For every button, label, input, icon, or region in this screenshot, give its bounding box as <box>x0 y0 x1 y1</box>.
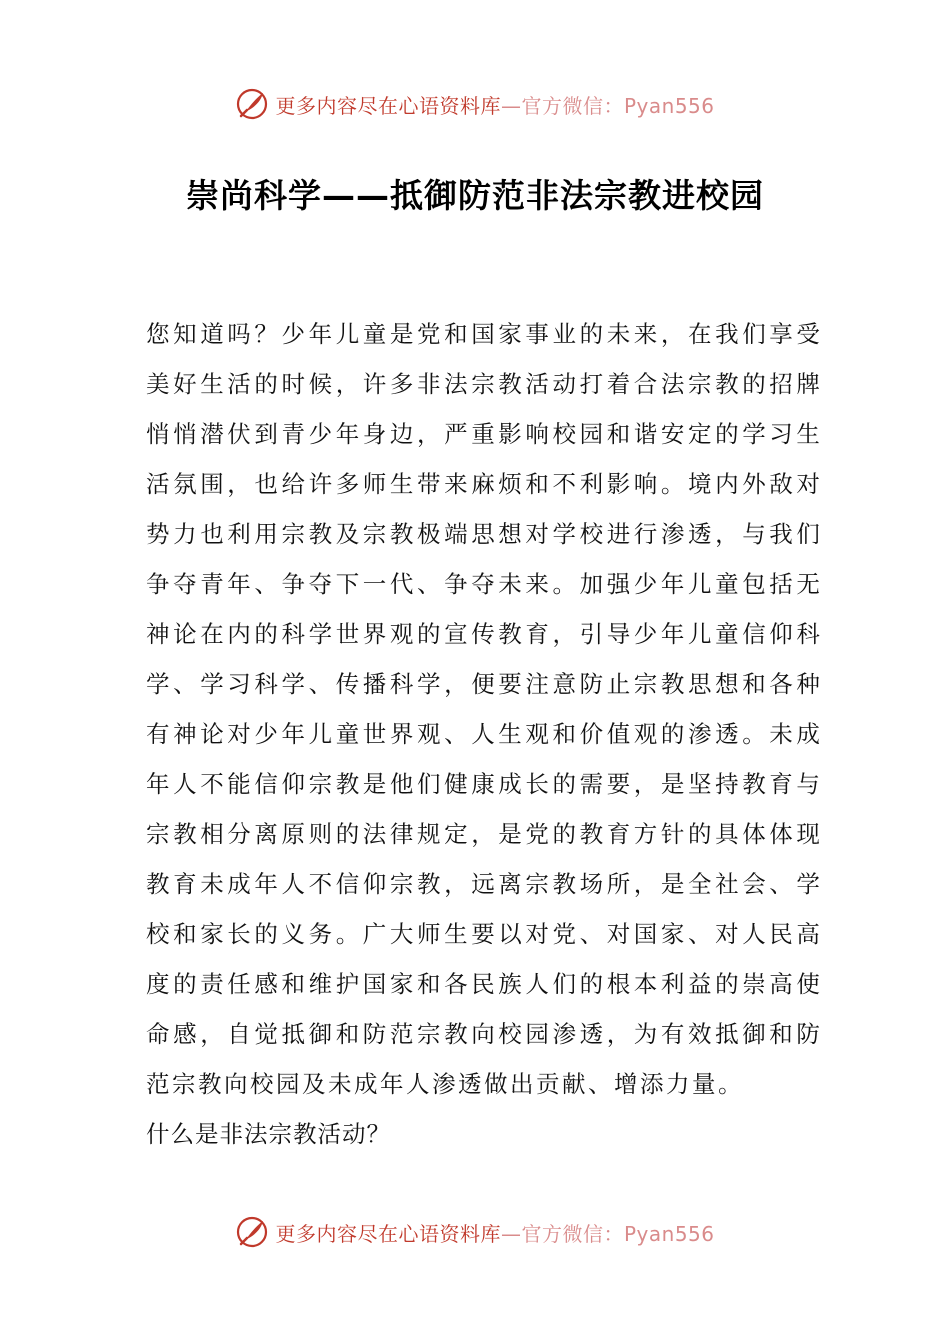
body-line: 宗教相分离原则的法律规定，是党的教育方针的具体体现 <box>146 820 824 848</box>
body-line: 学、学习科学、传播科学，便要注意防止宗教思想和各种 <box>146 670 824 698</box>
body-line: 争夺青年、争夺下一代、争夺未来。加强少年儿童包括无 <box>146 570 824 598</box>
body-line: 度的责任感和维护国家和各民族人们的根本利益的崇高使 <box>146 970 824 998</box>
body-line: 美好生活的时候，许多非法宗教活动打着合法宗教的招牌 <box>146 370 824 398</box>
banner-contact-id: Pyan556 <box>623 93 715 118</box>
body-line: 命感，自觉抵御和防范宗教向校园渗透，为有效抵御和防 <box>146 1020 824 1048</box>
header-banner <box>0 84 950 124</box>
body-line: 活氛围，也给许多师生带来麻烦和不利影响。境内外敌对 <box>146 470 824 498</box>
document-title: 崇尚科学——抵御防范非法宗教进校园 <box>186 176 764 215</box>
banner-dash: — <box>500 1221 522 1246</box>
footer-banner <box>0 1212 950 1252</box>
body-line: 有神论对少年儿童世界观、人生观和价值观的渗透。未成 <box>146 720 824 748</box>
body-line: 范宗教向校园及未成年人渗透做出贡献、增添力量。 <box>146 1070 744 1098</box>
feather-pen-logo-icon <box>235 1215 269 1249</box>
banner-contact-id: Pyan556 <box>623 1221 715 1246</box>
banner-contact-label: 官方微信： <box>521 93 624 118</box>
body-line: 年人不能信仰宗教是他们健康成长的需要，是坚持教育与 <box>146 770 824 798</box>
banner-text <box>275 90 714 119</box>
body-line: 神论在内的科学世界观的宣传教育，引导少年儿童信仰科 <box>146 620 824 648</box>
banner-brand-text: 更多内容尽在心语资料库 <box>275 93 501 118</box>
banner-dash: — <box>500 93 522 118</box>
body-line: 校和家长的义务。广大师生要以对党、对国家、对人民高 <box>146 920 824 948</box>
banner-text <box>275 1218 714 1247</box>
banner-contact-label: 官方微信： <box>521 1221 624 1246</box>
banner-brand-text: 更多内容尽在心语资料库 <box>275 1221 501 1246</box>
document-body <box>146 309 824 1159</box>
body-line: 悄悄潜伏到青少年身边，严重影响校园和谐安定的学习生 <box>146 420 824 448</box>
body-line: 势力也利用宗教及宗教极端思想对学校进行渗透，与我们 <box>146 520 824 548</box>
section-question: 什么是非法宗教活动？ <box>146 1120 391 1148</box>
body-line: 教育未成年人不信仰宗教，远离宗教场所，是全社会、学 <box>146 870 824 898</box>
feather-pen-logo-icon <box>235 87 269 121</box>
body-line: 您知道吗？少年儿童是党和国家事业的未来，在我们享受 <box>146 320 824 348</box>
